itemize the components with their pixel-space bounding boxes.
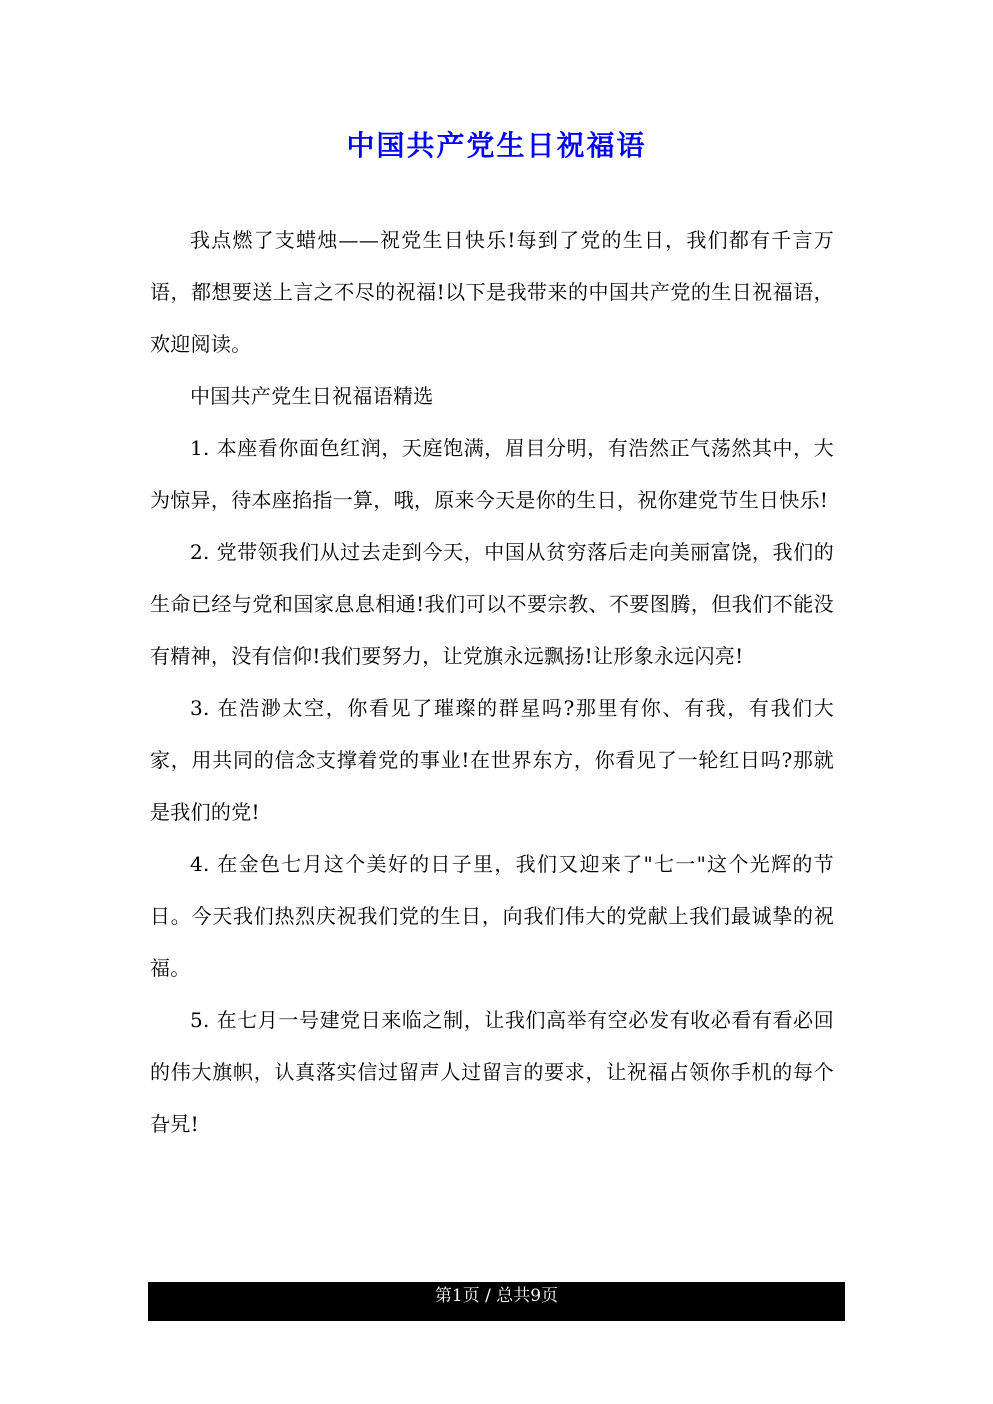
blessing-item-1: 1. 本座看你面色红润，天庭饱满，眉目分明，有浩然正气荡然其中，大为惊异，待本座掐指一算，哦，原来今天是你的生日，祝你建党节生日快乐! [150, 436, 834, 512]
intro-paragraph: 我点燃了支蜡烛——祝党生日快乐!每到了党的生日，我们都有千言万语，都想要送上言之不尽的祝福!以下是我带来的中国共产党的生日祝福语，欢迎阅读。 [150, 228, 834, 356]
page-title: 中国共产党生日祝福语 [346, 129, 647, 162]
page-footer-bar [148, 1282, 845, 1321]
blessing-item-2: 2. 党带领我们从过去走到今天，中国从贫穷落后走向美丽富饶，我们的生命已经与党和国家息息相通!我们可以不要宗教、不要图腾，但我们不能没有精神，没有信仰!我们要努力，让党旗永远飘扬!让形象永远闪亮! [150, 540, 834, 668]
document-body [150, 214, 834, 1150]
page-indicator: 第1页 / 总共9页 [434, 1286, 559, 1306]
blessing-item-4: 4. 在金色七月这个美好的日子里，我们又迎来了"七一"这个光辉的节日。今天我们热烈庆祝我们党的生日，向我们伟大的党献上我们最诚挚的祝福。 [150, 852, 834, 980]
blessing-item-3: 3. 在浩渺太空，你看见了璀璨的群星吗?那里有你、有我，有我们大家，用共同的信念支撑着党的事业!在世界东方，你看见了一轮红日吗?那就是我们的党! [150, 696, 834, 824]
section-heading: 中国共产党生日祝福语精选 [190, 384, 434, 408]
blessing-item-5: 5. 在七月一号建党日来临之制，让我们高举有空必发有收必看有看必回的伟大旗帜，认真落实信过留声人过留言的要求，让祝福占领你手机的每个旮旯! [150, 1008, 834, 1136]
